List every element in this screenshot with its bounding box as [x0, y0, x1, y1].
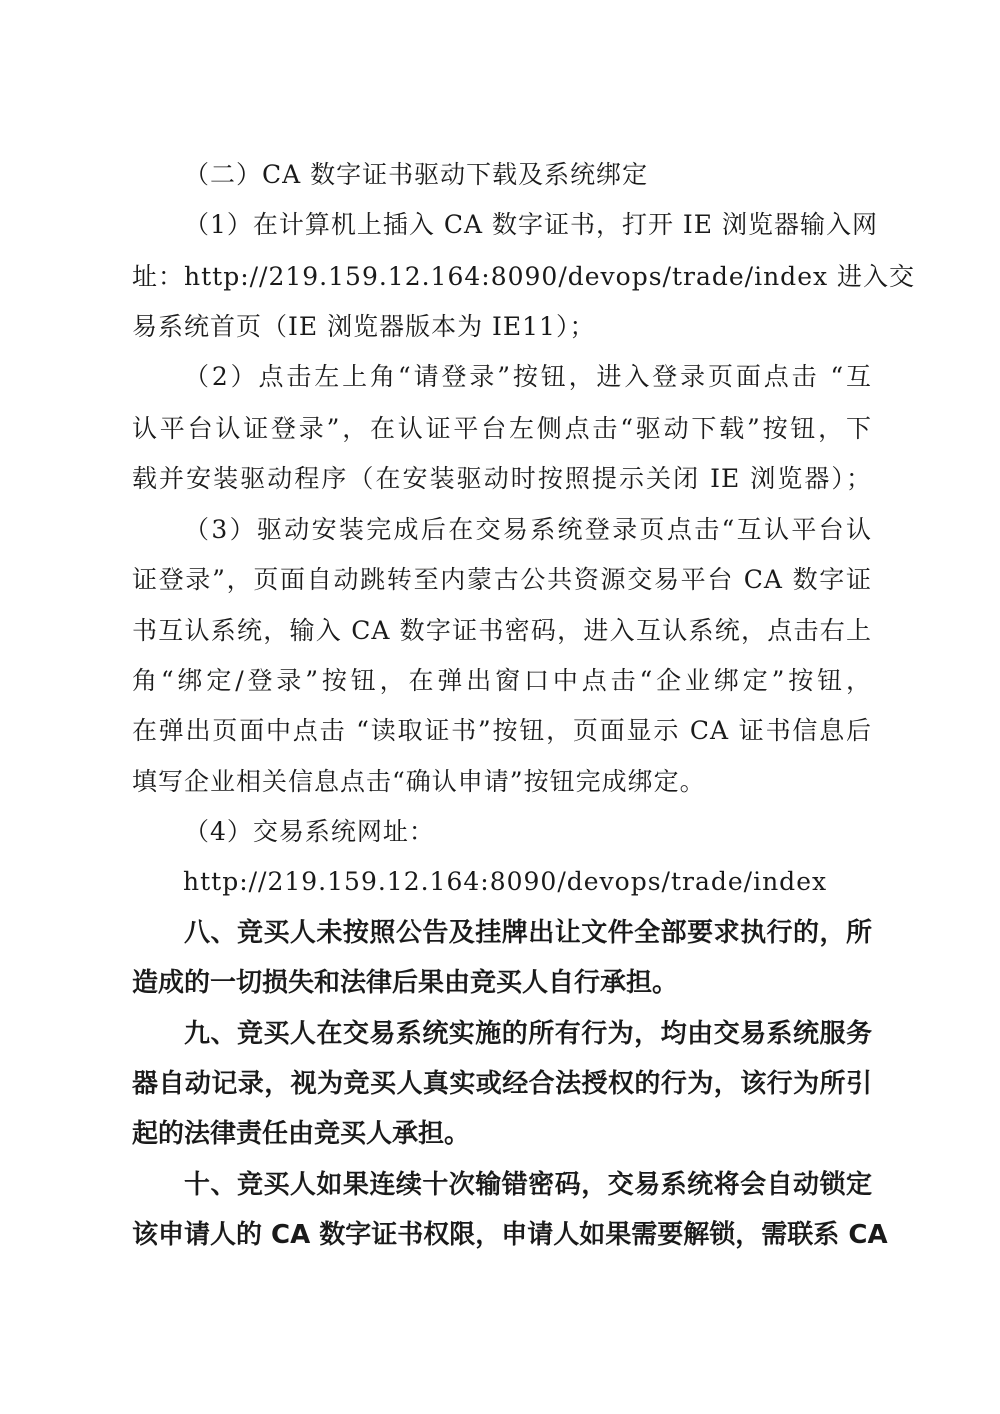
- trade-system-url: http://219.159.12.164:8090/devops/trade/index: [183, 867, 828, 896]
- paragraph-line: 易系统首页（IE 浏览器版本为 IE11）；: [132, 312, 596, 341]
- clause-ten-line: 十、竞买人如果连续十次输错密码，交易系统将会自动锁定: [184, 1170, 872, 1200]
- paragraph-line: （2）点击左上角“请登录”按钮，进入登录页面点击 “互: [184, 362, 872, 391]
- paragraph-line: 址：http://219.159.12.164:8090/devops/trade/index 进入交: [132, 262, 916, 291]
- clause-nine-line: 器自动记录，视为竞买人真实或经合法授权的行为，该行为所引: [132, 1069, 872, 1099]
- clause-eight-line: 造成的一切损失和法律后果由竞买人自行承担。: [132, 968, 679, 998]
- clause-nine-line: 起的法律责任由竞买人承担。: [132, 1119, 471, 1149]
- paragraph-line: 角“绑定/登录”按钮，在弹出窗口中点击“企业绑定”按钮，: [132, 666, 872, 695]
- clause-eight-line: 八、竞买人未按照公告及挂牌出让文件全部要求执行的，所: [184, 918, 872, 948]
- paragraph-line: （3）驱动安装完成后在交易系统登录页点击“互认平台认: [184, 515, 872, 544]
- clause-ten-line: 该申请人的 CA 数字证书权限，申请人如果需要解锁，需联系 CA: [132, 1220, 888, 1250]
- paragraph-line: （1）在计算机上插入 CA 数字证书，打开 IE 浏览器输入网: [184, 210, 879, 239]
- paragraph-line: 书互认系统，输入 CA 数字证书密码，进入互认系统，点击右上: [132, 616, 872, 645]
- paragraph-line: 在弹出页面中点击 “读取证书”按钮，页面显示 CA 证书信息后: [132, 716, 872, 745]
- clause-nine-line: 九、竞买人在交易系统实施的所有行为，均由交易系统服务: [184, 1019, 872, 1049]
- paragraph-line: （4）交易系统网址：: [184, 817, 435, 846]
- paragraph-line: 填写企业相关信息点击“确认申请”按钮完成绑定。: [132, 767, 706, 796]
- paragraph-line: 证登录”，页面自动跳转至内蒙古公共资源交易平台 CA 数字证: [132, 565, 872, 594]
- section-heading-ca-driver: （二）CA 数字证书驱动下载及系统绑定: [184, 160, 649, 189]
- paragraph-line: 载并安装驱动程序（在安装驱动时按照提示关闭 IE 浏览器）；: [132, 464, 872, 493]
- paragraph-line: 认平台认证登录”，在认证平台左侧点击“驱动下载”按钮，下: [132, 414, 872, 443]
